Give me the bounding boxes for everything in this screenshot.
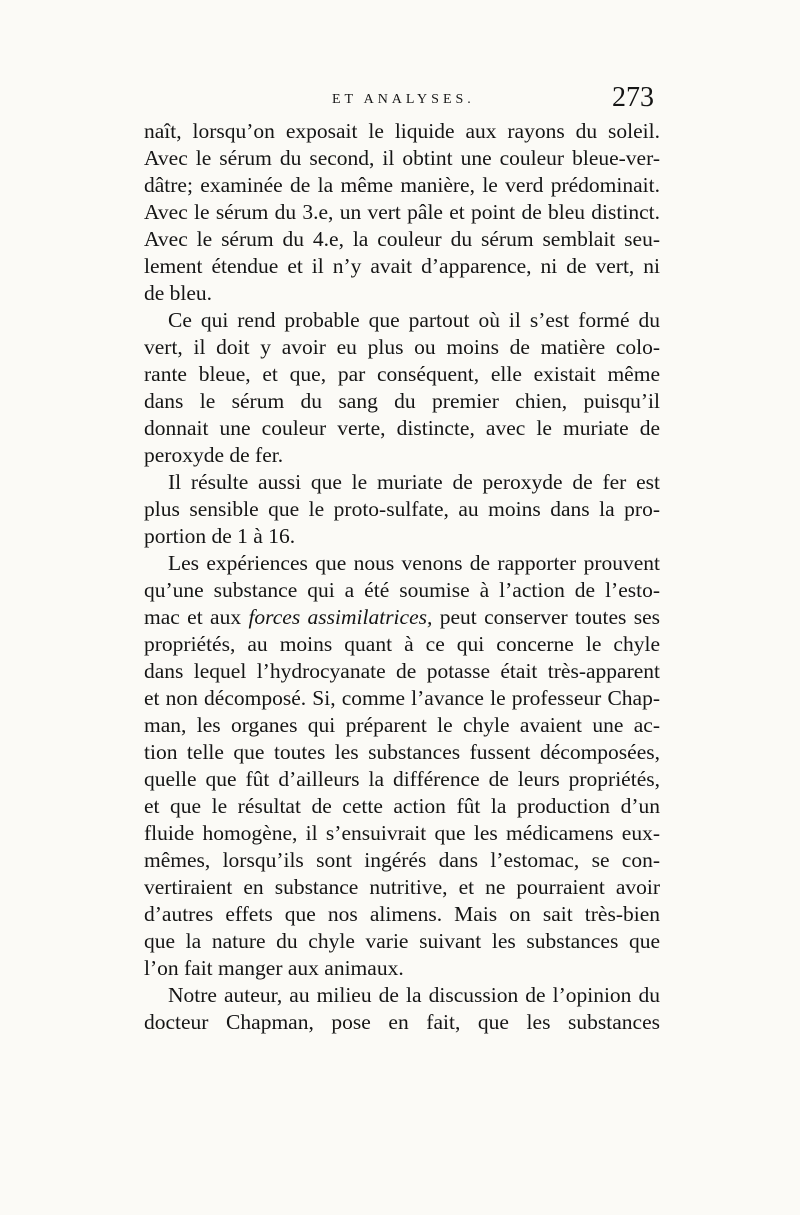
text-line: naît, lorsqu’on exposait le liquide aux rayons du soleil. — [144, 119, 660, 143]
paragraph-first-line: Les expériences que nous venons de rapporter prouvent — [168, 551, 660, 575]
text-line: que la nature du chyle varie suivant les substances que — [144, 929, 660, 953]
paragraph-first-line: Il résulte aussi que le muriate de peroxyde de fer est — [168, 470, 660, 494]
text-line: plus sensible que le proto-sulfate, au moins dans la pro- — [144, 497, 660, 521]
text-line: de bleu. — [144, 281, 213, 305]
text-line: dans lequel l’hydrocyanate de potasse était très-apparent — [144, 659, 660, 683]
text-line-with-italic — [144, 604, 660, 631]
text-fragment: peut conserver toutes ses — [432, 605, 660, 629]
text-line: dâtre; examinée de la même manière, le verd prédominait. — [144, 173, 660, 197]
text-line: docteur Chapman, pose en fait, que les substances — [144, 1010, 660, 1034]
text-line: quelle que fût d’ailleurs la différence de leurs propriétés, — [144, 767, 660, 791]
text-line: qu’une substance qui a été soumise à l’action de l’esto- — [144, 578, 660, 602]
italic-phrase: forces assimilatrices, — [248, 605, 433, 629]
text-line: dans le sérum du sang du premier chien, puisqu’il — [144, 389, 660, 413]
text-line: Avec le sérum du 4.e, la couleur du sérum semblait seu- — [144, 227, 660, 251]
text-line: donnait une couleur verte, distincte, avec le muriate de — [144, 416, 660, 440]
paragraph-first-line: Notre auteur, au milieu de la discussion de l’opinion du — [168, 983, 660, 1007]
text-line: l’on fait manger aux animaux. — [144, 956, 404, 980]
paragraph-first-line: Ce qui rend probable que partout où il s’est formé du — [168, 308, 660, 332]
text-line: d’autres effets que nos alimens. Mais on sait très-bien — [144, 902, 660, 926]
text-fragment: mac et aux — [144, 605, 249, 629]
text-line: man, les organes qui préparent le chyle avaient une ac- — [144, 713, 660, 737]
text-line: Avec le sérum du 3.e, un vert pâle et point de bleu distinct. — [144, 200, 660, 224]
text-line: et que le résultat de cette action fût la production d’un — [144, 794, 660, 818]
body-text — [144, 118, 660, 1036]
text-line: fluide homogène, il s’ensuivrait que les médicamens eux- — [144, 821, 660, 845]
text-line: peroxyde de fer. — [144, 443, 284, 467]
text-line: vert, il doit y avoir eu plus ou moins de matière colo- — [144, 335, 660, 359]
text-line: propriétés, au moins quant à ce qui concerne le chyle — [144, 632, 660, 656]
text-line: vertiraient en substance nutritive, et ne pourraient avoir — [144, 875, 660, 899]
running-head: ET ANALYSES. — [332, 92, 475, 107]
text-line: lement étendue et il n’y avait d’apparence, ni de vert, ni — [144, 254, 660, 278]
text-line: rante bleue, et que, par conséquent, elle existait même — [144, 362, 660, 386]
text-line: et non décomposé. Si, comme l’avance le professeur Chap- — [144, 686, 660, 710]
text-line: tion telle que toutes les substances fussent décomposées, — [144, 740, 660, 764]
text-line: Avec le sérum du second, il obtint une couleur bleue-ver- — [144, 146, 660, 170]
text-line: portion de 1 à 16. — [144, 524, 296, 548]
text-line: mêmes, lorsqu’ils sont ingérés dans l’estomac, se con- — [144, 848, 660, 872]
page-number: 273 — [612, 82, 654, 113]
